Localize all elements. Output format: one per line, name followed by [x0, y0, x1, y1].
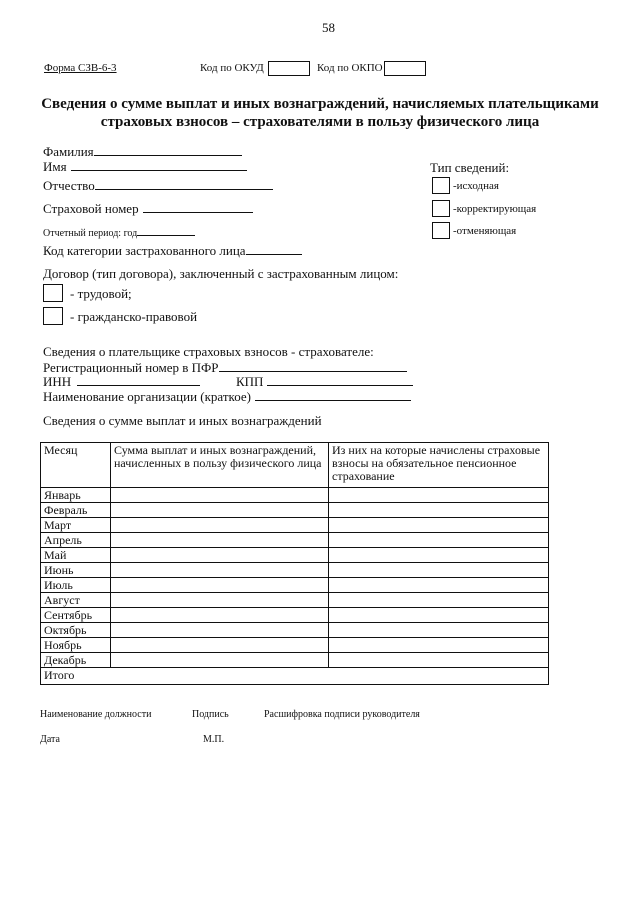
- sum-cell[interactable]: [111, 518, 329, 533]
- category-code-row: [43, 242, 302, 259]
- name-field[interactable]: [71, 158, 247, 171]
- okpo-label: Код по ОКПО: [317, 62, 383, 74]
- info-type-original-label: -исходная: [453, 180, 499, 192]
- table-row: [41, 488, 549, 503]
- pension-cell[interactable]: [329, 653, 549, 668]
- sum-cell[interactable]: [111, 563, 329, 578]
- total-row: [41, 668, 549, 685]
- patronymic-row: [43, 177, 273, 194]
- contract-labor-checkbox[interactable]: [43, 284, 63, 302]
- pension-cell[interactable]: [329, 593, 549, 608]
- info-type-label: Тип сведений:: [430, 160, 510, 175]
- category-code-label: Код категории застрахованного лица: [43, 243, 246, 258]
- info-type-corrective-checkbox[interactable]: [432, 200, 450, 217]
- pension-cell[interactable]: [329, 623, 549, 638]
- table-row: [41, 608, 549, 623]
- pfr-number-label: Регистрационный номер в ПФР: [43, 360, 219, 375]
- surname-label: Фамилия: [43, 144, 94, 159]
- contract-civil-label: - гражданско-правовой: [70, 309, 198, 324]
- sum-cell[interactable]: [111, 548, 329, 563]
- surname-field[interactable]: [94, 143, 242, 156]
- sum-cell[interactable]: [111, 533, 329, 548]
- sum-cell[interactable]: [111, 488, 329, 503]
- signature-label: Подпись: [192, 709, 229, 720]
- decoding-label: Расшифровка подписи руководителя: [264, 709, 420, 720]
- okud-label: Код по ОКУД: [200, 62, 264, 74]
- info-type-corrective-label: -корректирующая: [453, 203, 537, 215]
- pension-cell[interactable]: [329, 578, 549, 593]
- table-row: [41, 518, 549, 533]
- stamp-label: М.П.: [203, 734, 225, 745]
- sum-cell[interactable]: [111, 503, 329, 518]
- date-label: Дата: [40, 734, 60, 745]
- col-sum-header: Сумма выплат и иных вознаграждений, начисленных в пользу физического лица: [111, 443, 329, 488]
- table-row: [41, 638, 549, 653]
- kpp-field[interactable]: [267, 373, 413, 386]
- pension-cell[interactable]: [329, 503, 549, 518]
- month-cell: Январь: [41, 488, 111, 503]
- payer-heading: Сведения о плательщике страховых взносов - страхователе:: [43, 344, 374, 359]
- insurance-number-row: [43, 200, 253, 217]
- sum-cell[interactable]: [111, 653, 329, 668]
- month-cell: Апрель: [41, 533, 111, 548]
- inn-field[interactable]: [77, 373, 200, 386]
- page-number: 58: [322, 20, 335, 35]
- contract-label: Договор (тип договора), заключенный с застрахованным лицом:: [43, 266, 399, 281]
- category-code-field[interactable]: [246, 242, 302, 255]
- pension-cell[interactable]: [329, 608, 549, 623]
- report-period-label: Отчетный период: год: [43, 228, 138, 239]
- report-period-row: [43, 225, 195, 239]
- pension-cell[interactable]: [329, 533, 549, 548]
- col-pension-header: Из них на которые начислены страховые взносы на обязательное пенсионное страхование: [329, 443, 549, 488]
- table-row: [41, 548, 549, 563]
- patronymic-label: Отчество: [43, 178, 95, 193]
- org-name-label: Наименование организации (краткое): [43, 389, 251, 404]
- payments-table: [40, 442, 549, 685]
- col-month-header: Месяц: [41, 443, 111, 488]
- pension-cell[interactable]: [329, 488, 549, 503]
- name-row: [43, 158, 247, 175]
- info-type-cancelling-checkbox[interactable]: [432, 222, 450, 239]
- patronymic-field[interactable]: [95, 177, 273, 190]
- pension-cell[interactable]: [329, 563, 549, 578]
- okpo-field[interactable]: [384, 61, 426, 76]
- report-period-field[interactable]: [137, 225, 195, 236]
- inn-label: ИНН: [43, 374, 72, 389]
- month-cell: Ноябрь: [41, 638, 111, 653]
- insurance-number-field[interactable]: [143, 200, 253, 213]
- month-cell: Февраль: [41, 503, 111, 518]
- info-type-cancelling-label: -отменяющая: [453, 225, 517, 237]
- sum-cell[interactable]: [111, 638, 329, 653]
- month-cell: Август: [41, 593, 111, 608]
- sum-cell[interactable]: [111, 608, 329, 623]
- table-row: [41, 578, 549, 593]
- kpp-label: КПП: [236, 374, 264, 389]
- total-cell: Итого: [41, 668, 549, 685]
- month-cell: Октябрь: [41, 623, 111, 638]
- sum-cell[interactable]: [111, 593, 329, 608]
- month-cell: Декабрь: [41, 653, 111, 668]
- form-label: Форма СЗВ-6-3: [44, 62, 117, 74]
- table-row: [41, 503, 549, 518]
- month-cell: Сентябрь: [41, 608, 111, 623]
- pfr-number-field[interactable]: [219, 359, 407, 372]
- table-row: [41, 623, 549, 638]
- contract-civil-checkbox[interactable]: [43, 307, 63, 325]
- table-row: [41, 533, 549, 548]
- month-cell: Март: [41, 518, 111, 533]
- month-cell: Июль: [41, 578, 111, 593]
- sum-cell[interactable]: [111, 623, 329, 638]
- table-row: [41, 593, 549, 608]
- contract-labor-label: - трудовой;: [70, 286, 132, 301]
- pension-cell[interactable]: [329, 518, 549, 533]
- position-label: Наименование должности: [40, 709, 152, 720]
- insurance-number-label: Страховой номер: [43, 201, 139, 216]
- org-name-row: [43, 388, 411, 405]
- form-title-line2: страховых взносов – страхователями в пользу физического лица: [100, 114, 540, 130]
- pension-cell[interactable]: [329, 548, 549, 563]
- month-cell: Май: [41, 548, 111, 563]
- form-title-line1: Сведения о сумме выплат и иных вознаграждений, начисляемых плательщиками: [41, 96, 599, 112]
- table-header-row: [41, 443, 549, 488]
- sum-cell[interactable]: [111, 578, 329, 593]
- payments-heading: Сведения о сумме выплат и иных вознаграждений: [43, 413, 322, 428]
- pension-cell[interactable]: [329, 638, 549, 653]
- info-type-original-checkbox[interactable]: [432, 177, 450, 194]
- month-cell: Июнь: [41, 563, 111, 578]
- okud-field[interactable]: [268, 61, 310, 76]
- table-row: [41, 563, 549, 578]
- org-name-field[interactable]: [255, 388, 411, 401]
- name-label: Имя: [43, 159, 67, 174]
- table-row: [41, 653, 549, 668]
